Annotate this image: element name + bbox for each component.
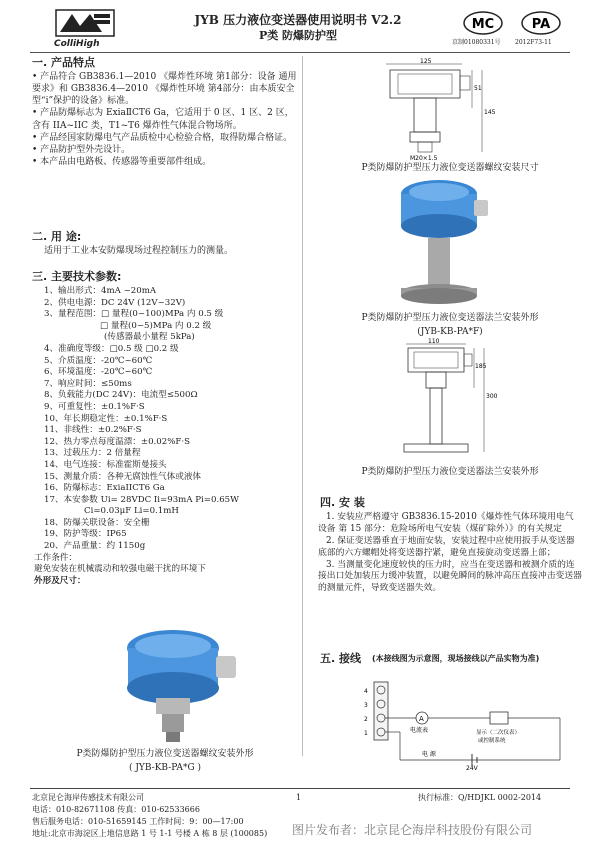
spec-list (34, 286, 300, 587)
footer-tel: 电话：010-82671108 传真：010-62533666 (32, 805, 200, 814)
spec-row: 17、本安参数 Ui= 28VDC Ii=93mA Pi=0.65W (44, 494, 239, 505)
sec4-heading: 四. 安 装 (320, 496, 365, 509)
footer-standard: 执行标准：Q/HDJKL 0002-2014 (418, 793, 542, 802)
terminal-1: 1 (364, 730, 368, 737)
dim3-h: 300 (486, 393, 498, 400)
spec-row: (传感器最小量程 5kPa) (104, 332, 195, 343)
dim-side: 145 (484, 109, 496, 116)
sec1-bullet: • 产品符合 GB3836.1—2010 《爆炸性环境 第1部分：设备 通用要求》和 GB3836.4—2010 《爆炸性环境 第4部分：由本质安全型“i”保护的设备》标准。 (32, 72, 297, 107)
right-caption-2a: P类防爆防护型压力液位变送器法兰安装外形 (361, 313, 539, 323)
spec-row: 避免安装在机械震动和较强电磁干扰的环境下 (34, 564, 206, 575)
spec-row: 9、可重复性：±0.1%F·S (44, 401, 145, 412)
spec-row: 6、环境温度：-20℃~60℃ (44, 367, 153, 378)
spec-row: 19、防护等级：IP65 (44, 529, 127, 540)
spec-row: 3、量程范围：□ 量程(0~100)MPa 内 0.5 级 (44, 309, 224, 320)
sec4-list (318, 512, 582, 595)
pa-mark-icon (520, 10, 562, 36)
spec-row: 11、非线性：±0.2%F·S (44, 425, 142, 436)
mc-text: MC (471, 17, 495, 32)
doc-subtitle: P类 防爆防护型 (258, 29, 338, 42)
pa-code: 2012F73-11 (515, 39, 552, 46)
right-caption-1: P类防爆防护型压力液位变送器螺纹安装尺寸 (361, 163, 539, 173)
flange-dimension-drawing (384, 338, 504, 462)
terminal-4: 4 (364, 688, 368, 695)
spec-row: 2、供电电源：DC 24V (12V~32V) (44, 297, 186, 308)
spec-row: 8、负载能力(DC 24V)：电流型≤500Ω (44, 390, 198, 401)
spec-row: 12、热力零点每度温漂：±0.02%F·S (44, 436, 190, 447)
sec1-bullet: • 产品防爆标志为 ExiaⅡCT6 Ga，它适用于 0 区、1 区、2 区，含有 IIA~IIC 类，T1~T6 爆炸性气体混合物场所。 (32, 108, 294, 131)
dim-top: 125 (420, 58, 432, 65)
sec3-heading: 三. 主要技术参数: (32, 270, 122, 283)
install-step: 1. 安装应严格遵守 GB3836.15-2010《爆炸性气体环境用电气设备 第 15 部分：危险场所电气安装（煤矿除外）》的有关规定 (318, 512, 574, 534)
dim3-top: 110 (428, 338, 440, 345)
sec2-text: 适用于工业本安防爆现场过程控制压力的测量。 (44, 246, 234, 256)
wiring-diagram (360, 674, 570, 770)
supply-voltage: 24V (466, 765, 478, 770)
dim-thread: M20×1.5 (410, 155, 438, 162)
install-step: 2. 保证变送器垂直于地面安装，安装过程中应使用扳手从变送器底部的六方螺帽处将变送器拧紧，避免直接旋动变送器上部； (318, 535, 575, 558)
left-caption-1: P类防爆防护型压力液位变送器螺纹安装外形 (76, 749, 254, 759)
pa-text: PA (531, 17, 551, 32)
shape-heading: 外形及尺寸： (34, 575, 86, 586)
right-caption-2b: (JYB-KB-PA*F) (417, 327, 483, 337)
spec-row: 13、过载压力：2 倍量程 (44, 448, 141, 459)
terminal-3: 3 (364, 702, 368, 709)
spec-row: 1、输出形式：4mA ~20mA (44, 286, 157, 296)
spec-row: 5、介质温度：-20℃~60℃ (44, 355, 153, 366)
spec-row: 15、测量介质：各种无腐蚀性气体或液体 (44, 471, 202, 482)
flange-transmitter-photo (384, 176, 494, 312)
sec1-bullet: • 产品防护型外壳设计。 (32, 144, 131, 155)
spec-row: 18、防爆关联设备：安全栅 (44, 517, 150, 528)
spec-row: 20、产品重量：约 1150g (44, 541, 146, 552)
doc-title: JYB 压力液位变送器使用说明书 V2.2 (194, 13, 402, 27)
svg-text:A: A (419, 715, 424, 723)
sec1-list (32, 71, 298, 168)
left-caption-2: ( JYB-KB-PA*G ) (128, 763, 202, 773)
page-number: 1 (296, 793, 302, 802)
supply-label: 电 源 (422, 751, 436, 758)
thread-dimension-drawing (370, 58, 500, 162)
install-step: 3. 当测量变化速度较快的压力时，应当在变送器和被测介质的连接出口处加装压力缓冲装置，以避免瞬间的脉冲高压直接冲击变送器的测量元件，导致变送器失效。 (318, 559, 582, 594)
spec-row: 7、响应时间：≤50ms (44, 378, 132, 389)
spec-row: 10、年长期稳定性：±0.1%F·S (44, 413, 168, 424)
terminal-2: 2 (364, 716, 368, 723)
dim-h1: 51 (474, 85, 482, 92)
sec1-bullet: • 本产品由电路板、传感器等重要部件组成。 (32, 156, 212, 167)
mc-mark-icon (462, 10, 504, 36)
spec-row: 16、防爆标志：ExiaIICT6 Ga (44, 483, 165, 494)
spec-row: □ 量程(0~5)MPa 内 0.2 级 (100, 320, 212, 331)
footer-service: 售后服务电话：010-51659145 工作时间：9：00—17:00 (32, 817, 244, 826)
logo-text: ColliHigh (54, 39, 100, 49)
header-divider (30, 52, 570, 53)
dim3-side: 185 (475, 363, 487, 370)
sec1-bullet: • 产品经国家防爆电气产品质检中心检验合格，取得防爆合格证。 (32, 132, 293, 143)
display-label-2: 或控制系统 (478, 738, 506, 744)
display-label-1: 显示（二次仪表） (476, 730, 521, 736)
mc-code: 京制01080331号 (452, 39, 501, 46)
footer-company: 北京昆仑海岸传感技术有限公司 (32, 793, 144, 802)
thread-transmitter-photo (78, 626, 268, 746)
spec-row: 4、准确度等级：□0.5 级 □0.2 级 (44, 343, 179, 354)
footer-divider (30, 788, 570, 789)
sec5-note: (本接线图为示意图，现场接线以产品实物为准) (372, 654, 540, 663)
ammeter-label: 电流表 (410, 727, 429, 734)
publisher-watermark: 图片发布者：北京昆仑海岸科技股份有限公司 (292, 823, 533, 837)
right-caption-3: P类防爆防护型压力液位变送器法兰安装外形 (361, 467, 539, 477)
spec-row: 14、电气连接：标准霍斯曼接头 (44, 459, 167, 470)
sec5-heading: 五. 接线 (320, 652, 362, 665)
sec2-heading: 二. 用 途: (32, 230, 82, 243)
column-divider (302, 56, 303, 756)
spec-row: Ci=0.03μF Li=0.1mH (84, 506, 179, 517)
spec-row: 工作条件： (34, 552, 77, 563)
sec1-heading: 一. 产品特点 (32, 56, 96, 69)
footer-address: 地址:北京市海淀区上地信息路 1 号 1-1 号楼 A 栋 8 层 (100085) (32, 829, 268, 838)
